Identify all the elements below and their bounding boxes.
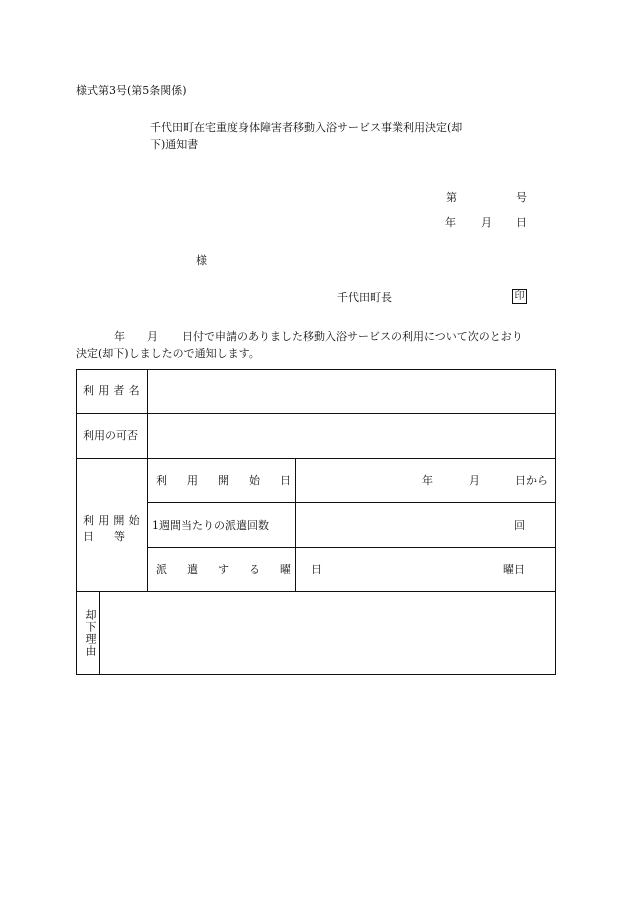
approval-label: 利用の可否 — [83, 429, 138, 442]
table-rule-approval — [76, 458, 556, 459]
document-title-line-1: 千代田町在宅重度身体障害者移動入浴サービス事業利用決定(却 — [150, 121, 463, 134]
body-month: 月 — [147, 330, 158, 343]
form-number: 様式第3号(第5条関係) — [76, 84, 187, 97]
body-text-line-1: 日付で申請のありました移動入浴サービスの利用について次のとおり — [182, 330, 523, 343]
recipient-honorific: 様 — [196, 254, 207, 267]
start-date-label: 利用開始日 — [156, 474, 311, 487]
document-number-suffix: 号 — [516, 191, 527, 204]
table-rule-rejection-label — [99, 591, 100, 675]
user-name-label: 利用者名 — [83, 384, 144, 397]
dispatch-day-suffix: 曜日 — [503, 563, 525, 576]
issue-date-month: 月 — [481, 216, 492, 229]
schedule-label-line-1: 利用開始 — [83, 514, 144, 527]
weekly-count-suffix: 回 — [514, 519, 525, 532]
document-number-prefix: 第 — [446, 191, 457, 204]
start-date-year: 年 — [422, 474, 433, 487]
notification-table — [76, 369, 556, 675]
table-rule-start-date — [147, 502, 556, 503]
body-year: 年 — [114, 330, 125, 343]
table-rule-schedule-bottom — [76, 591, 556, 592]
start-date-month: 月 — [469, 474, 480, 487]
document-title-line-2: 下)通知書 — [150, 138, 199, 151]
issuer-name: 千代田町長 — [337, 291, 392, 304]
table-rule-user-name — [76, 413, 556, 414]
start-date-day-suffix: 日から — [515, 474, 548, 487]
dispatch-day-label: 派遣する曜日 — [156, 563, 342, 576]
body-text-line-2: 決定(却下)しましたので通知します。 — [76, 347, 260, 360]
table-rule-label-column — [147, 369, 148, 591]
issue-date-day: 日 — [516, 216, 527, 229]
weekly-count-label: 1週間当たりの派遣回数 — [152, 519, 269, 532]
schedule-label-line-2: 日等 — [83, 530, 145, 543]
table-rule-weekly-count — [147, 547, 556, 548]
rejection-reason-label: 却下理由 — [84, 609, 97, 657]
issue-date-year: 年 — [445, 216, 456, 229]
seal-mark: 印 — [512, 289, 527, 304]
